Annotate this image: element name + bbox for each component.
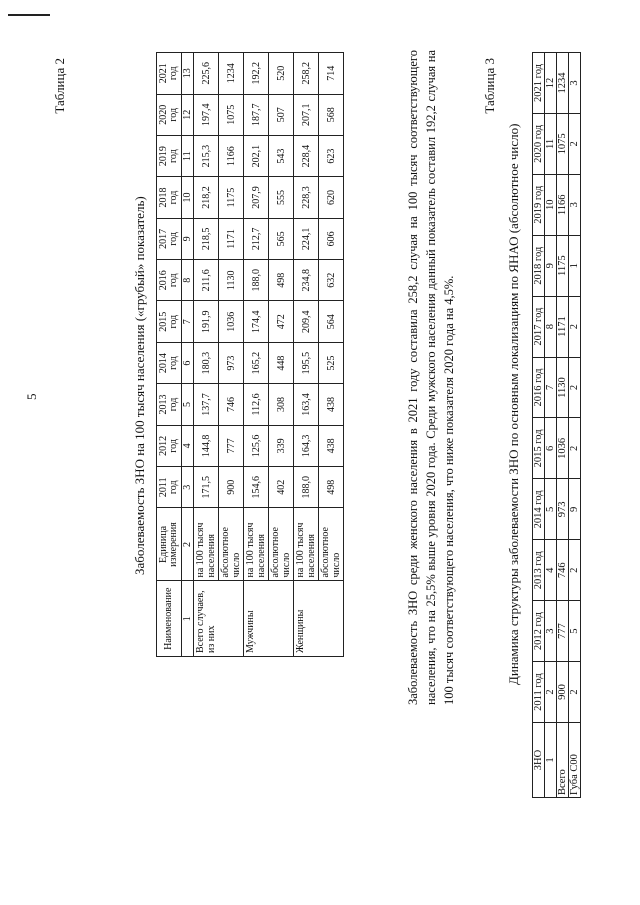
table3-colnum-cell: 2 [545, 662, 557, 723]
table2-value-cell: 632 [319, 260, 344, 301]
table2-title: Заболеваемость ЗНО на 100 тысяч населения («грубый» показатель) [132, 196, 147, 575]
table2-value-cell: 555 [269, 177, 294, 218]
table2-value-cell: 191,9 [194, 301, 219, 342]
table3-value-cell: 746 [557, 540, 569, 601]
table3-colnum-row [545, 53, 557, 798]
table2-header-cell: 2017 год [157, 218, 182, 259]
table3-value-cell: 1130 [557, 357, 569, 418]
table2-unit-cell: абсолютное число [269, 508, 294, 581]
table2-colnum-cell: 1 [182, 581, 194, 657]
table2-value-cell: 620 [319, 177, 344, 218]
table2-row [219, 53, 244, 657]
table2-value-cell: 438 [319, 384, 344, 425]
table2-value-cell: 402 [269, 467, 294, 508]
table3-value-cell: 1036 [557, 418, 569, 479]
table2-value-cell: 144,8 [194, 425, 219, 466]
table2-value-cell: 207,9 [244, 177, 269, 218]
table2-row [319, 53, 344, 657]
table2-value-cell: 623 [319, 135, 344, 176]
table2-colnum-cell: 6 [182, 342, 194, 383]
table2-value-cell: 171,5 [194, 467, 219, 508]
table2-colnum-cell: 7 [182, 301, 194, 342]
table3-colnum-cell: 1 [545, 723, 557, 798]
table2-value-cell: 714 [319, 53, 344, 95]
table3-colnum-cell: 11 [545, 113, 557, 174]
table3-header-cell: 2014 год [533, 479, 545, 540]
table2-value-cell: 215,3 [194, 135, 219, 176]
table2-value-cell: 507 [269, 94, 294, 135]
table2-value-cell: 163,4 [294, 384, 319, 425]
table2-value-cell: 1130 [219, 260, 244, 301]
table2-value-cell: 224,1 [294, 218, 319, 259]
table2-header-cell: 2018 год [157, 177, 182, 218]
table2-value-cell: 1075 [219, 94, 244, 135]
table2-value-cell: 225,6 [194, 53, 219, 95]
table2-header-cell: 2016 год [157, 260, 182, 301]
table3-value-cell: 973 [557, 479, 569, 540]
table2-colnum-cell: 13 [182, 53, 194, 95]
table2-value-cell: 339 [269, 425, 294, 466]
table3-header-cell: 2019 год [533, 174, 545, 235]
table3-colnum-cell: 10 [545, 174, 557, 235]
table2-value-cell: 520 [269, 53, 294, 95]
table2-value-cell: 498 [319, 467, 344, 508]
table3-value-cell: 9 [569, 479, 581, 540]
table2-value-cell: 1171 [219, 218, 244, 259]
table2-value-cell: 180,3 [194, 342, 219, 383]
table2-value-cell: 565 [269, 218, 294, 259]
table3-colnum-cell: 6 [545, 418, 557, 479]
table2-row [269, 53, 294, 657]
table2-group-name: Мужчины [244, 581, 294, 657]
page-number: 5 [24, 393, 39, 400]
table3-colnum-cell: 5 [545, 479, 557, 540]
table2-caption: Таблица 2 [52, 58, 67, 114]
table2-value-cell: 228,3 [294, 177, 319, 218]
table2-unit-cell: на 100 тысяч населения [294, 508, 319, 581]
table2-value-cell: 188,0 [244, 260, 269, 301]
table3-colnum-cell: 3 [545, 601, 557, 662]
table2-value-cell: 448 [269, 342, 294, 383]
table3-header-cell: 2015 год [533, 418, 545, 479]
table2-header-cell: Наименование [157, 581, 182, 657]
table2-value-cell: 498 [269, 260, 294, 301]
table3-header-cell: 2016 год [533, 357, 545, 418]
table3-colnum-cell: 4 [545, 540, 557, 601]
table2-value-cell: 1166 [219, 135, 244, 176]
table2-header-cell: Единица измерения [157, 508, 182, 581]
table3-value-cell: 2 [569, 662, 581, 723]
table3-header-cell: 2013 год [533, 540, 545, 601]
table2-unit-cell: на 100 тысяч населения [194, 508, 219, 581]
table2-header-cell: 2011 год [157, 467, 182, 508]
table2-value-cell: 207,1 [294, 94, 319, 135]
table3-header-cell: 2021 год [533, 53, 545, 114]
table2-value-cell: 525 [319, 342, 344, 383]
table3-value-cell: 900 [557, 662, 569, 723]
table3-value-cell: 1175 [557, 235, 569, 296]
table2-value-cell: 165,2 [244, 342, 269, 383]
table2-value-cell: 192,2 [244, 53, 269, 95]
table3-name-cell: Всего [557, 723, 569, 798]
table2-colnum-row [182, 53, 194, 657]
table3 [532, 52, 581, 798]
table2-value-cell: 187,7 [244, 94, 269, 135]
table2-colnum-cell: 9 [182, 218, 194, 259]
table3-value-cell: 2 [569, 418, 581, 479]
table2-header-cell: 2021 год [157, 53, 182, 95]
table3-title: Динамика структуры заболеваемости ЗНО по основным локализациям по ЯНАО (абсолютное число) [506, 123, 521, 685]
table2-value-cell: 218,5 [194, 218, 219, 259]
table2-value-cell: 164,3 [294, 425, 319, 466]
table2-value-cell: 568 [319, 94, 344, 135]
table2-row [194, 53, 219, 657]
table3-colnum-cell: 8 [545, 296, 557, 357]
table2-value-cell: 900 [219, 467, 244, 508]
table2-header-cell: 2014 год [157, 342, 182, 383]
table2-value-cell: 1234 [219, 53, 244, 95]
table2-value-cell: 543 [269, 135, 294, 176]
table2-value-cell: 154,6 [244, 467, 269, 508]
table3-value-cell: 5 [569, 601, 581, 662]
table2-value-cell: 777 [219, 425, 244, 466]
table2-colnum-cell: 10 [182, 177, 194, 218]
table2-group-name: Женщины [294, 581, 344, 657]
table2-value-cell: 212,7 [244, 218, 269, 259]
table2-value-cell: 218,2 [194, 177, 219, 218]
table2-header-cell: 2019 год [157, 135, 182, 176]
table2-value-cell: 174,4 [244, 301, 269, 342]
table2-value-cell: 234,8 [294, 260, 319, 301]
table2-colnum-cell: 12 [182, 94, 194, 135]
table3-value-cell: 2 [569, 113, 581, 174]
table3-header-cell: 2020 год [533, 113, 545, 174]
table2-value-cell: 228,4 [294, 135, 319, 176]
table2-colnum-cell: 8 [182, 260, 194, 301]
table2-unit-cell: абсолютное число [219, 508, 244, 581]
table3-value-cell: 777 [557, 601, 569, 662]
table3-header-cell: 2011 год [533, 662, 545, 723]
table3-colnum-cell: 7 [545, 357, 557, 418]
table3-value-cell: 2 [569, 296, 581, 357]
table2-colnum-cell: 5 [182, 384, 194, 425]
table3-value-cell: 3 [569, 53, 581, 114]
table3-value-cell: 2 [569, 540, 581, 601]
table3-header-cell: 2018 год [533, 235, 545, 296]
table2-row [294, 53, 319, 657]
table3-row [569, 53, 581, 798]
table2-value-cell: 1175 [219, 177, 244, 218]
table2-row [244, 53, 269, 657]
table2-value-cell: 1036 [219, 301, 244, 342]
table2-header-cell: 2013 год [157, 384, 182, 425]
table3-header-cell: ЗНО [533, 723, 545, 798]
table2-colnum-cell: 11 [182, 135, 194, 176]
table2-header-cell: 2012 год [157, 425, 182, 466]
table2-value-cell: 564 [319, 301, 344, 342]
table2-value-cell: 308 [269, 384, 294, 425]
table2-value-cell: 202,1 [244, 135, 269, 176]
table2-value-cell: 606 [319, 218, 344, 259]
table2-colnum-cell: 4 [182, 425, 194, 466]
table3-row [557, 53, 569, 798]
table2-value-cell: 973 [219, 342, 244, 383]
table2-value-cell: 137,7 [194, 384, 219, 425]
table2 [156, 52, 344, 657]
table2-value-cell: 438 [319, 425, 344, 466]
table3-colnum-cell: 9 [545, 235, 557, 296]
summary-paragraph: Заболеваемость ЗНО среди женского населения в 2021 году составила 258,2 случая на 100 тысяч соответствующего населения, что на 25,5% выше уровня 2020 года. Среди мужского населения данный показатель составил 192,2 случая на 100 тысяч соответствующего населения, что ниже показателя 2020 года на 4,5%. [406, 50, 456, 705]
table2-header-row [157, 53, 182, 657]
table2-colnum-cell: 3 [182, 467, 194, 508]
table2-value-cell: 746 [219, 384, 244, 425]
table3-value-cell: 3 [569, 174, 581, 235]
table3-caption: Таблица 3 [482, 58, 497, 114]
table3-value-cell: 1171 [557, 296, 569, 357]
table2-value-cell: 197,4 [194, 94, 219, 135]
table3-colnum-cell: 12 [545, 53, 557, 114]
table2-value-cell: 472 [269, 301, 294, 342]
table2-group-name: Всего случаев, из них [194, 581, 244, 657]
table3-name-cell: Губа С00 [569, 723, 581, 798]
table3-header-row [533, 53, 545, 798]
table2-value-cell: 188,0 [294, 467, 319, 508]
table2-value-cell: 258,2 [294, 53, 319, 95]
table2-header-cell: 2015 год [157, 301, 182, 342]
table3-header-cell: 2012 год [533, 601, 545, 662]
table2-value-cell: 125,6 [244, 425, 269, 466]
table3-value-cell: 1234 [557, 53, 569, 114]
table2-colnum-cell: 2 [182, 508, 194, 581]
table2-value-cell: 209,4 [294, 301, 319, 342]
table2-unit-cell: абсолютное число [319, 508, 344, 581]
table2-unit-cell: на 100 тысяч населения [244, 508, 269, 581]
table2-value-cell: 211,6 [194, 260, 219, 301]
table2-value-cell: 112,6 [244, 384, 269, 425]
table3-value-cell: 1 [569, 235, 581, 296]
table3-value-cell: 1166 [557, 174, 569, 235]
table3-value-cell: 1075 [557, 113, 569, 174]
table2-value-cell: 195,5 [294, 342, 319, 383]
table3-header-cell: 2017 год [533, 296, 545, 357]
table2-header-cell: 2020 год [157, 94, 182, 135]
table3-value-cell: 2 [569, 357, 581, 418]
